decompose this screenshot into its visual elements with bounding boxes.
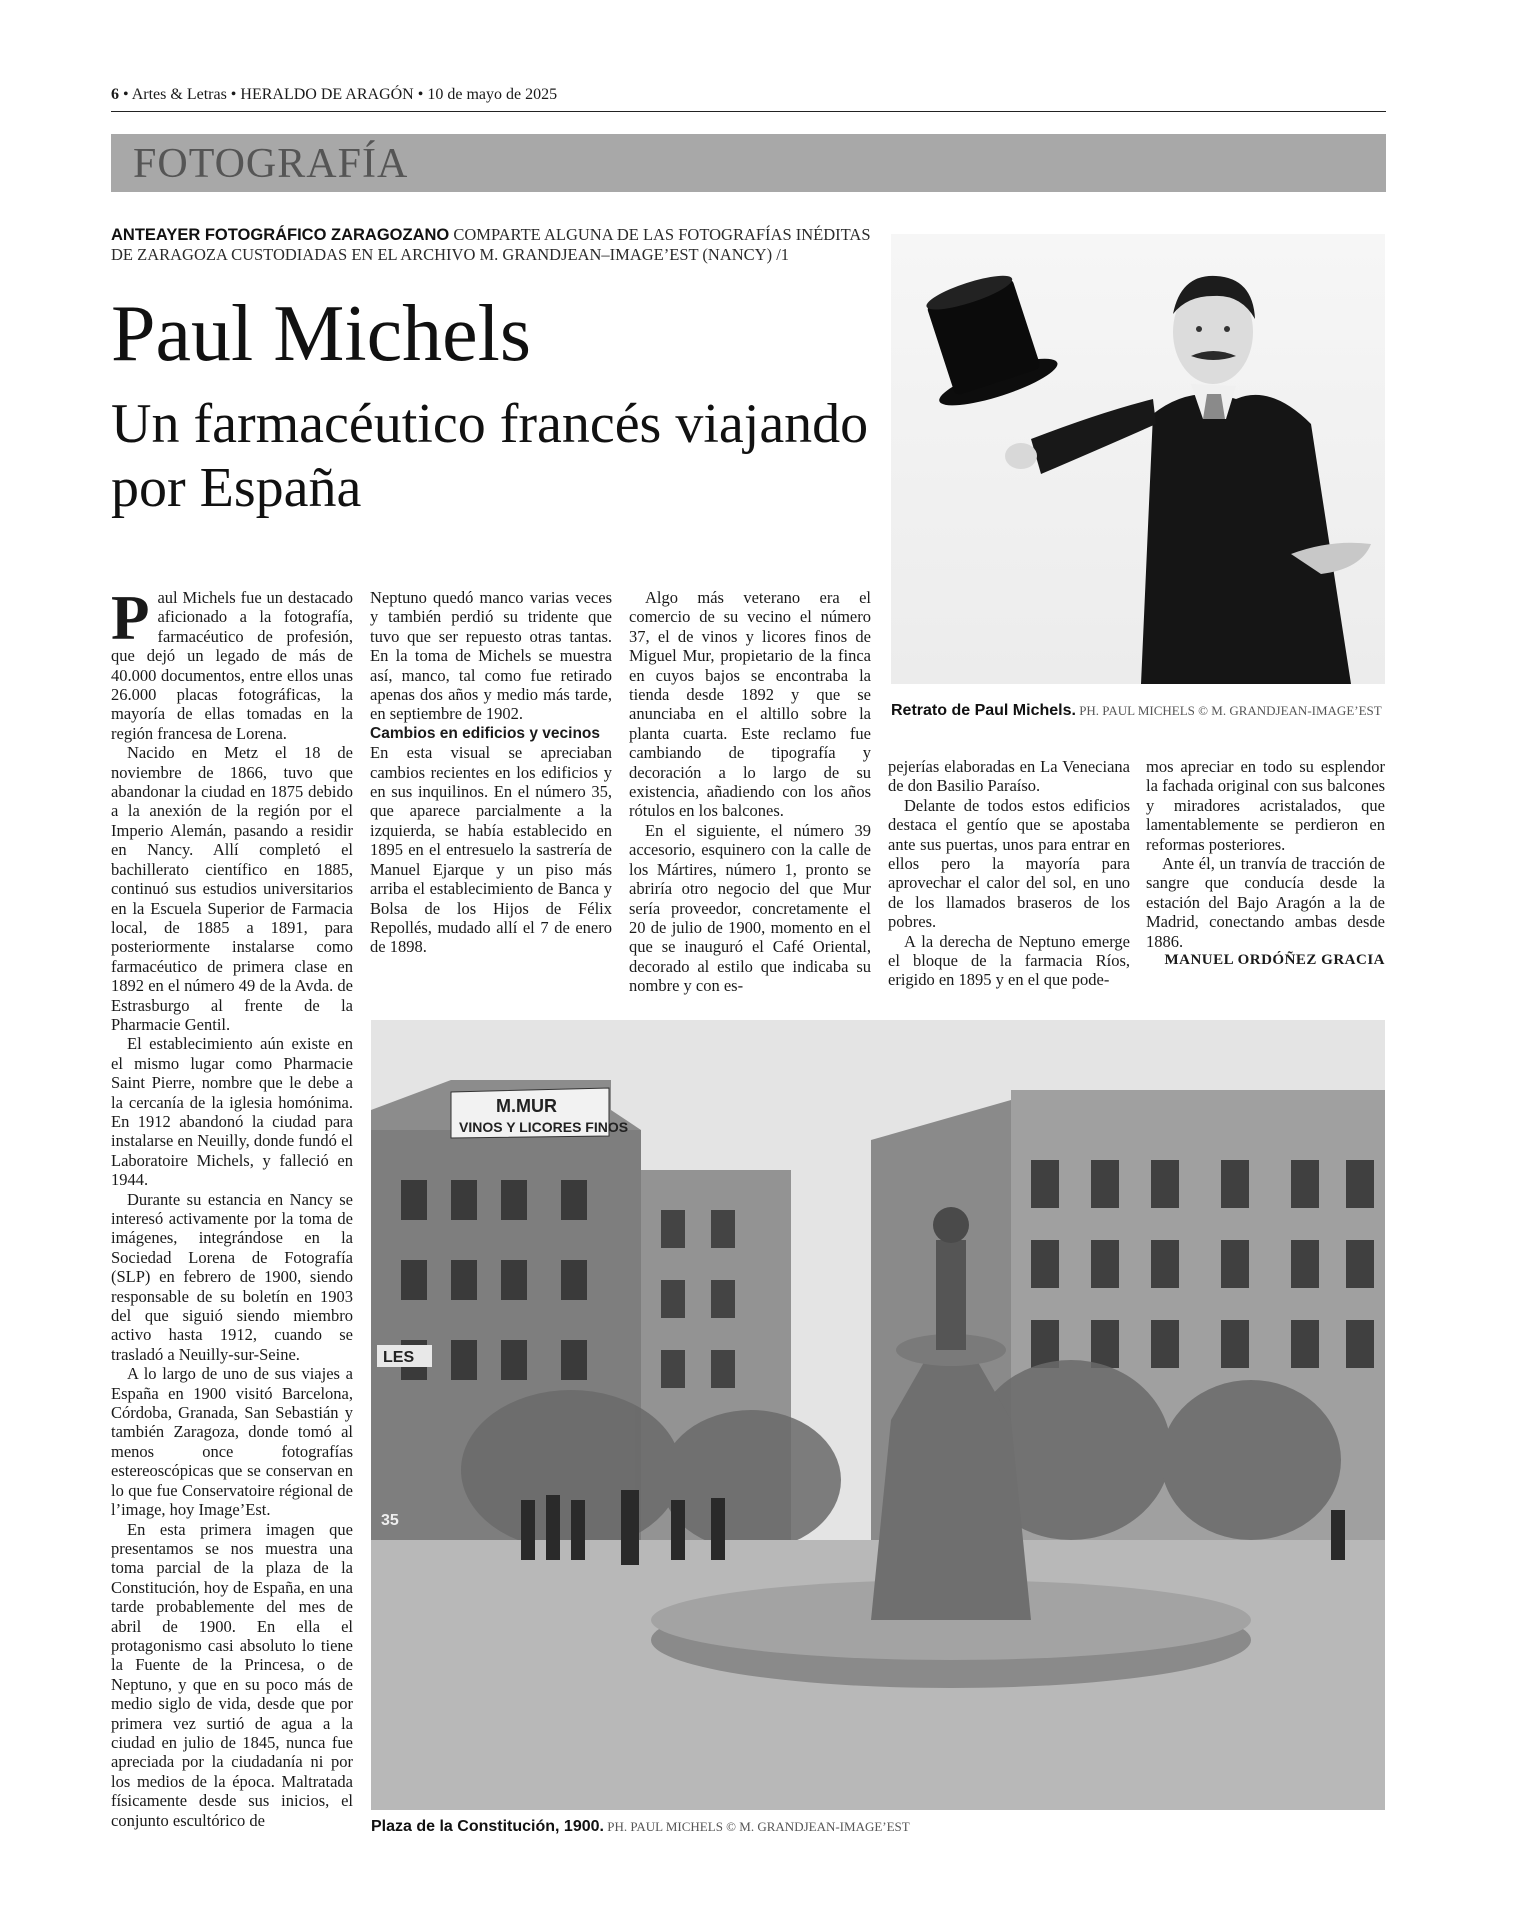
paragraph: Nacido en Metz el 18 de noviembre de 1866, tuvo que abandonar la ciudad en 1875 debido a la anexión de la región por el Imperio Alemán, pasando a residir en Nancy. Allí completó el bachillerato científico en 1885, continuó sus estudios universitarios en la Escuela Superior de Farmacia local, de 1885 a 1891, para posteriormente instalarse como farmacéutico de primera clase en 1892 en el número 49 de la Avda. de Estrasburgo al frente de la Pharmacie Gentil. [111, 743, 353, 1034]
article-column-2 [370, 588, 612, 957]
kicker-text: COMPARTE ALGUNA DE LAS FOTOGRAFÍAS INÉDITAS DE ZARAGOZA CUSTODIADAS EN EL ARCHIVO M. GRANDJEAN–IMAGE’EST (NANCY) /1 [111, 225, 871, 264]
header-rule [111, 111, 1386, 112]
subheadline: Un farmacéutico francés viajando por España [111, 393, 869, 519]
sign-les: LES [383, 1349, 415, 1366]
folio-section: Artes & Letras [131, 86, 227, 103]
section-title: FOTOGRAFÍA [133, 141, 409, 187]
plaza-caption [371, 1818, 910, 1836]
portrait-caption [891, 702, 1382, 720]
plaza-caption-credit: PH. PAUL MICHELS © M. GRANDJEAN-IMAGE’EST [607, 1819, 910, 1834]
plaza-photo [371, 1020, 1385, 1810]
paragraph-text: aul Michels fue un destacado aficionado a la fotografía, farmacéutico de profesión, que dejó un legado de más de 40.000 documentos, entre ellos unas 26.000 placas fotográficas, la mayoría de ellas tomadas en la región francesa de Lorena. [111, 588, 353, 743]
page-number: 6 [111, 86, 119, 103]
paragraph: En esta visual se apreciaban cambios recientes en los edificios y en sus inquilinos. En el número 35, que aparece parcialmente a la izquierda, se había establecido en 1895 en el entresuelo la sastrería de Manuel Ejarque y un piso más arriba el establecimiento de Banca y Bolsa de los Hijos de Félix Repollés, mudado allí el 7 de enero de 1898. [370, 743, 612, 957]
article-column-4 [888, 757, 1130, 990]
article-column-1 [111, 583, 353, 1830]
article-column-5 [1146, 757, 1385, 970]
folio-separator: • [226, 86, 241, 103]
paragraph: Neptuno quedó manco varias veces y también perdió su tridente que tuvo que ser repuesto otras tantas. En la toma de Michels se muestra así, manco, tal como fue retirado apenas dos años y medio más tarde, en septiembre de 1902. [370, 588, 612, 724]
sign-vinos: VINOS Y LICORES FINOS [459, 1119, 629, 1135]
portrait-caption-title: Retrato de Paul Michels. [891, 702, 1076, 719]
portrait-photo [891, 234, 1385, 684]
paragraph: El establecimiento aún existe en el mismo lugar como Pharmacie Saint Pierre, nombre que le debe a la cercanía de la iglesia homónima. En 1912 abandonó la ciudad para instalarse en Neuilly, donde fundó el Laboratoire Michels, y falleció en 1944. [111, 1034, 353, 1190]
article-subheading: Cambios en edificios y vecinos [370, 724, 600, 742]
paragraph: A la derecha de Neptuno emerge el bloque de la farmacia Ríos, erigido en 1895 y en el que pode- [888, 931, 1130, 990]
plaza-illustration [371, 1020, 1385, 1810]
folio-paper: HERALDO DE ARAGÓN [240, 86, 414, 103]
folio-separator: • [413, 86, 428, 103]
sign-number: 35 [381, 1512, 399, 1529]
paragraph: Ante él, un tranvía de tracción de sangre que conducía desde la estación del Bajo Aragón a la de Madrid, conectando ambas desde 1886. [1146, 854, 1385, 951]
kicker-lead: ANTEAYER FOTOGRÁFICO ZARAGOZANO [111, 226, 450, 244]
paragraph: pejerías elaboradas en La Veneciana de don Basilio Paraíso. [888, 757, 1130, 796]
folio-separator: • [119, 86, 132, 103]
lead-paragraph [111, 583, 353, 743]
plaza-caption-title: Plaza de la Constitución, 1900. [371, 1818, 604, 1835]
portrait-caption-credit: PH. PAUL MICHELS © M. GRANDJEAN-IMAGE’EST [1079, 703, 1382, 718]
kicker [111, 225, 881, 264]
sign-mmur: M.MUR [496, 1096, 557, 1116]
folio-date: 10 de mayo de 2025 [427, 86, 558, 103]
paragraph: En el siguiente, el número 39 accesorio, esquinero con la calle de los Mártires, número 1, pronto se abriría otro negocio del que Mur sería proveedor, concretamente el 20 de julio de 1900, momento en el que se inauguró el Café Oriental, decorado al estilo que indicaba su nombre y con es- [629, 820, 871, 996]
folio-line [111, 86, 557, 104]
drop-cap: P [111, 583, 150, 653]
article-column-3 [629, 588, 871, 996]
portrait-illustration [891, 234, 1385, 684]
paragraph: Delante de todos estos edificios destaca el gentío que se apostaba ante sus puertas, unos para entrar en ellos pero la mayoría para aprovechar el calor del sol, en uno de los llamados braseros de los pobres. [888, 795, 1130, 932]
paragraph: A lo largo de uno de sus viajes a España en 1900 visitó Barcelona, Córdoba, Granada, San Sebastián y también Zaragoza, donde tomó al menos once fotografías estereoscópicas que se conservan en lo que fue Conservatoire régional de l’image, hoy Image’Est. [111, 1364, 353, 1520]
section-bar [111, 134, 1386, 192]
paragraph: Durante su estancia en Nancy se interesó activamente por la toma de imágenes, integrándose en la Sociedad Lorena de Fotografía (SLP) en febrero de 1900, siendo responsable de su boletín en 1903 del que siguió siendo miembro activo hasta 1912, cuando se trasladó a Neuilly-sur-Seine. [111, 1189, 353, 1364]
paragraph: mos apreciar en todo su esplendor la fachada original con sus balcones y miradores acristalados, que lamentablemente se perdieron en reformas posteriores. [1146, 757, 1385, 854]
paragraph: Algo más veterano era el comercio de su vecino el número 37, el de vinos y licores finos de Miguel Mur, propietario de la finca en cuyos bajos se encontraba la tienda desde 1892 y que se anunciaba en el altillo sobre la planta cuarta. Este reclamo fue cambiando de tipografía y decoración a lo largo de su existencia, añadiendo con los años rótulos en los balcones. [629, 588, 871, 821]
paragraph: En esta primera imagen que presentamos se nos muestra una toma parcial de la plaza de la Constitución, hoy de España, en una tarde probablemente del mes de abril de 1900. En ella el protagonismo casi absoluto lo tiene la Fuente de la Princesa, o de Neptuno, y que en su poco más de medio siglo de vida, desde que por primera vez surtió de agua a la ciudad en julio de 1845, nunca fue apreciada por la ciudadanía ni por los medios de la época. Maltratada físicamente desde sus inicios, el conjunto escultórico de [111, 1519, 353, 1830]
headline: Paul Michels [111, 290, 531, 378]
byline: MANUEL ORDÓÑEZ GRACIA [1164, 952, 1385, 969]
